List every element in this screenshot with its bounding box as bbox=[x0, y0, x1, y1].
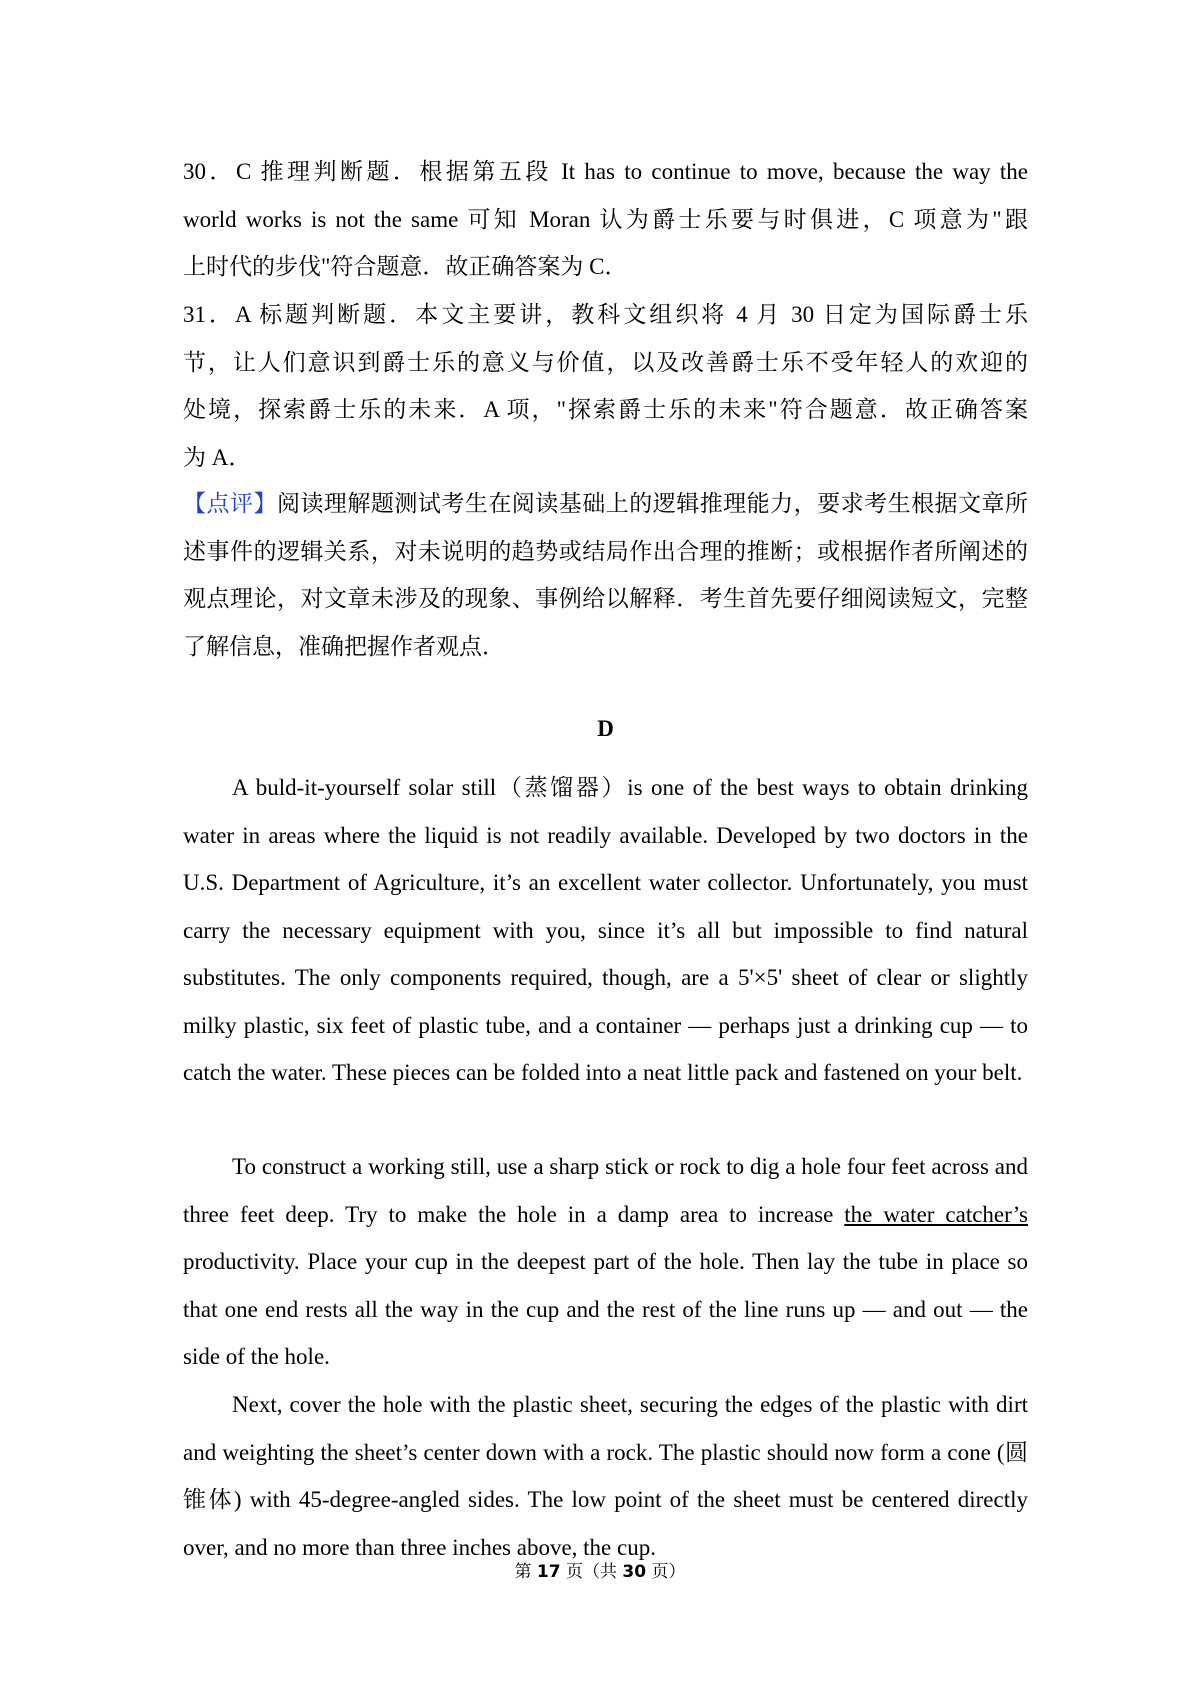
answer-31-line-4: 为 A． bbox=[183, 444, 252, 470]
comment-paragraph bbox=[183, 480, 1028, 670]
answer-31-line-2: 节，让人们意识到爵士乐的意义与价值，以及改善爵士乐不受年轻人的欢迎的 bbox=[183, 349, 1028, 375]
passage-p2-after: productivity. Place your cup in the deepest part of the hole. Then lay the tube in place so that one end rests all the way in the cup and the rest of the line runs up — and out — the side of the hole. bbox=[183, 1249, 1028, 1369]
comment-tag: 【点评】 bbox=[183, 491, 277, 516]
answer-31-line-1: 31．A 标题判断题．本文主要讲，教科文组织将 4 月 30 日定为国际爵士乐 bbox=[183, 302, 1028, 327]
footer-suffix: 页） bbox=[646, 1562, 686, 1582]
answer-31-line-3: 处境，探索爵士乐的未来．A 项，"探索爵士乐的未来"符合题意．故正确答案 bbox=[183, 397, 1028, 422]
answer-30-line-3: 上时代的步伐"符合题意．故正确答案为 C． bbox=[183, 254, 628, 279]
footer-prefix: 第 bbox=[514, 1562, 537, 1582]
footer-middle: 页（共 bbox=[560, 1562, 623, 1582]
footer-page-number: 17 bbox=[536, 1562, 561, 1582]
passage-paragraph-3: Next, cover the hole with the plastic sheet, securing the edges of the plastic with dirt and weighting the sheet’s center down with a rock. The plastic should now form a cone (圆锥体) with 45-degree-angled sides. The low point of the sheet must be centered directly over, and no more than three inches above, the cup. bbox=[183, 1392, 1028, 1560]
answer-30 bbox=[183, 148, 1028, 291]
answer-31 bbox=[183, 291, 1028, 481]
underlined-phrase: the water catcher’s bbox=[844, 1201, 1028, 1227]
page-footer bbox=[0, 1557, 1200, 1582]
passage-p2-before: To construct a working still, use a sharp stick or rock to dig a hole four feet across and three feet deep. Try to make the hole in a damp area to increase bbox=[183, 1154, 1028, 1227]
passage-paragraph-2 bbox=[183, 1143, 1028, 1381]
passage-paragraph-1: A buld-it-yourself solar still（蒸馏器）is one of the best ways to obtain drinking water in areas where the liquid is not readily available. Developed by two doctors in the U.S. Department of Agriculture, it’s an excellent water collector. Unfortunately, you must carry the necessary equipment with you, since it’s all but impossible to find natural substitutes. The only components required, though, are a 5'×5' sheet of clear or slightly milky plastic, six feet of plastic tube, and a container — perhaps just a drinking cup — to catch the water. These pieces can be folded into a neat little pack and fastened on your belt. bbox=[183, 775, 1028, 1085]
answer-30-line-2: world works is not the same 可知 Moran 认为爵士乐要与时俱进，C 项意为"跟 bbox=[183, 206, 1028, 232]
answer-30-line-1: 30．C 推理判断题．根据第五段 It has to continue to move, because the way the bbox=[183, 159, 1028, 184]
footer-total-pages: 30 bbox=[622, 1562, 647, 1582]
section-heading: D bbox=[597, 716, 614, 741]
comment-text: 阅读理解题测试考生在阅读基础上的逻辑推理能力，要求考生根据文章所述事件的逻辑关系，对未说明的趋势或结局作出合理的推断；或根据作者所阐述的观点理论，对文章未涉及的现象、事例给以解释．考生首先要仔细阅读短文，完整了解信息，准确把握作者观点． bbox=[183, 491, 1029, 659]
